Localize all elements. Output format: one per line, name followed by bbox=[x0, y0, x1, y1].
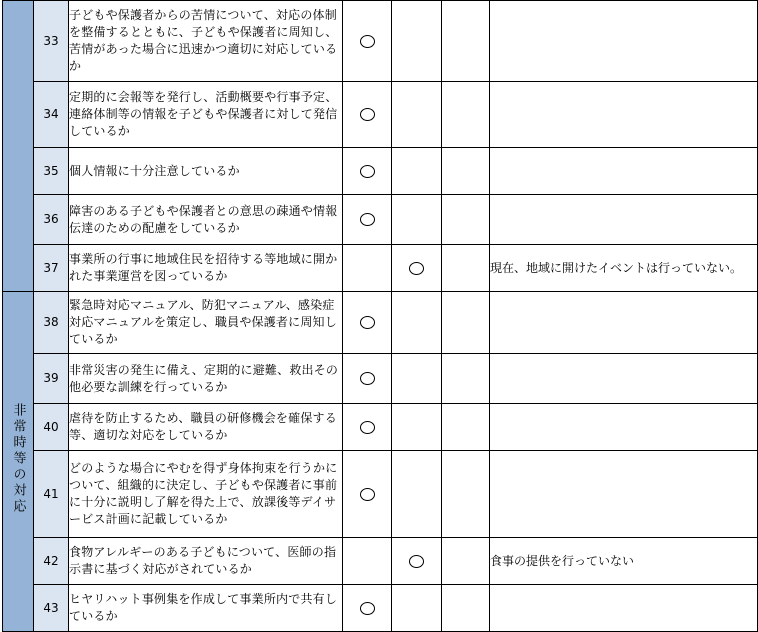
answer-yes-cell bbox=[343, 148, 392, 195]
remarks-cell bbox=[490, 148, 758, 195]
circle-mark-icon bbox=[360, 488, 375, 501]
category-label: 非常時等の対応 bbox=[10, 403, 26, 515]
table-row bbox=[3, 245, 758, 292]
answer-no-cell bbox=[392, 195, 442, 245]
item-number: 35 bbox=[34, 148, 69, 195]
answer-unknown-cell bbox=[442, 292, 490, 354]
answer-unknown-cell bbox=[442, 404, 490, 451]
table-row bbox=[3, 451, 758, 538]
item-text: 食物アレルギーのある子どもについて、医師の指示書に基づく対応がされているか bbox=[69, 538, 343, 585]
circle-mark-icon bbox=[360, 602, 375, 615]
answer-yes-cell bbox=[343, 585, 392, 632]
answer-yes-cell bbox=[343, 1, 392, 82]
item-number: 40 bbox=[34, 404, 69, 451]
answer-unknown-cell bbox=[442, 148, 490, 195]
category-cell-emergency bbox=[3, 292, 34, 632]
answer-unknown-cell bbox=[442, 585, 490, 632]
item-number: 36 bbox=[34, 195, 69, 245]
item-number: 41 bbox=[34, 451, 69, 538]
circle-mark-icon bbox=[360, 35, 375, 48]
remarks-cell bbox=[490, 1, 758, 82]
item-text: 個人情報に十分注意しているか bbox=[69, 148, 343, 195]
table-row bbox=[3, 404, 758, 451]
circle-mark-icon bbox=[409, 555, 424, 568]
answer-yes-cell bbox=[343, 354, 392, 404]
item-number: 37 bbox=[34, 245, 69, 292]
table-row bbox=[3, 82, 758, 148]
circle-mark-icon bbox=[360, 165, 375, 178]
circle-mark-icon bbox=[360, 316, 375, 329]
answer-unknown-cell bbox=[442, 1, 490, 82]
remarks-cell bbox=[490, 585, 758, 632]
item-text: 障害のある子どもや保護者との意思の疎通や情報伝達のための配慮をしているか bbox=[69, 195, 343, 245]
answer-unknown-cell bbox=[442, 195, 490, 245]
remarks-cell: 現在、地域に開けたイベントは行っていない。 bbox=[490, 245, 758, 292]
remarks-cell bbox=[490, 354, 758, 404]
item-text: どのような場合にやむを得ず身体拘束を行うかについて、組織的に決定し、子どもや保護者に事前に十分に説明し了解を得た上で、放課後等デイサービス計画に記載しているか bbox=[69, 451, 343, 538]
item-text: ヒヤリハット事例集を作成して事業所内で共有しているか bbox=[69, 585, 343, 632]
answer-no-cell bbox=[392, 1, 442, 82]
table-row bbox=[3, 538, 758, 585]
answer-yes-cell bbox=[343, 451, 392, 538]
answer-yes-cell bbox=[343, 538, 392, 585]
evaluation-table bbox=[2, 0, 758, 632]
circle-mark-icon bbox=[409, 262, 424, 275]
table-row bbox=[3, 585, 758, 632]
item-number: 43 bbox=[34, 585, 69, 632]
item-number: 42 bbox=[34, 538, 69, 585]
table-body bbox=[3, 1, 758, 632]
table-row bbox=[3, 292, 758, 354]
item-text: 非常災害の発生に備え、定期的に避難、救出その他必要な訓練を行っているか bbox=[69, 354, 343, 404]
answer-unknown-cell bbox=[442, 245, 490, 292]
answer-no-cell bbox=[392, 292, 442, 354]
item-text: 虐待を防止するため、職員の研修機会を確保する等、適切な対応をしているか bbox=[69, 404, 343, 451]
table-row bbox=[3, 354, 758, 404]
item-text: 定期的に会報等を発行し、活動概要や行事予定、連絡体制等の情報を子どもや保護者に対して発信しているか bbox=[69, 82, 343, 148]
remarks-cell: 食事の提供を行っていない bbox=[490, 538, 758, 585]
item-text: 子どもや保護者からの苦情について、対応の体制を整備するとともに、子どもや保護者に周知し、苦情があった場合に迅速かつ適切に対応しているか bbox=[69, 1, 343, 82]
answer-unknown-cell bbox=[442, 354, 490, 404]
answer-no-cell bbox=[392, 538, 442, 585]
item-number: 38 bbox=[34, 292, 69, 354]
circle-mark-icon bbox=[360, 372, 375, 385]
answer-unknown-cell bbox=[442, 82, 490, 148]
answer-yes-cell bbox=[343, 195, 392, 245]
item-number: 39 bbox=[34, 354, 69, 404]
answer-yes-cell bbox=[343, 292, 392, 354]
answer-yes-cell bbox=[343, 82, 392, 148]
remarks-cell bbox=[490, 195, 758, 245]
item-text: 事業所の行事に地域住民を招待する等地域に開かれた事業運営を図っているか bbox=[69, 245, 343, 292]
remarks-cell bbox=[490, 82, 758, 148]
table-row bbox=[3, 1, 758, 82]
remarks-cell bbox=[490, 404, 758, 451]
table-row bbox=[3, 148, 758, 195]
answer-no-cell bbox=[392, 404, 442, 451]
answer-yes-cell bbox=[343, 404, 392, 451]
circle-mark-icon bbox=[360, 421, 375, 434]
remarks-cell bbox=[490, 292, 758, 354]
item-text: 緊急時対応マニュアル、防犯マニュアル、感染症対応マニュアルを策定し、職員や保護者に周知しているか bbox=[69, 292, 343, 354]
circle-mark-icon bbox=[360, 213, 375, 226]
answer-no-cell bbox=[392, 245, 442, 292]
answer-no-cell bbox=[392, 82, 442, 148]
answer-unknown-cell bbox=[442, 538, 490, 585]
item-number: 34 bbox=[34, 82, 69, 148]
circle-mark-icon bbox=[360, 108, 375, 121]
answer-no-cell bbox=[392, 354, 442, 404]
table-row bbox=[3, 195, 758, 245]
item-number: 33 bbox=[34, 1, 69, 82]
answer-no-cell bbox=[392, 585, 442, 632]
answer-unknown-cell bbox=[442, 451, 490, 538]
answer-yes-cell bbox=[343, 245, 392, 292]
answer-no-cell bbox=[392, 148, 442, 195]
category-cell-previous bbox=[3, 1, 34, 292]
remarks-cell bbox=[490, 451, 758, 538]
answer-no-cell bbox=[392, 451, 442, 538]
